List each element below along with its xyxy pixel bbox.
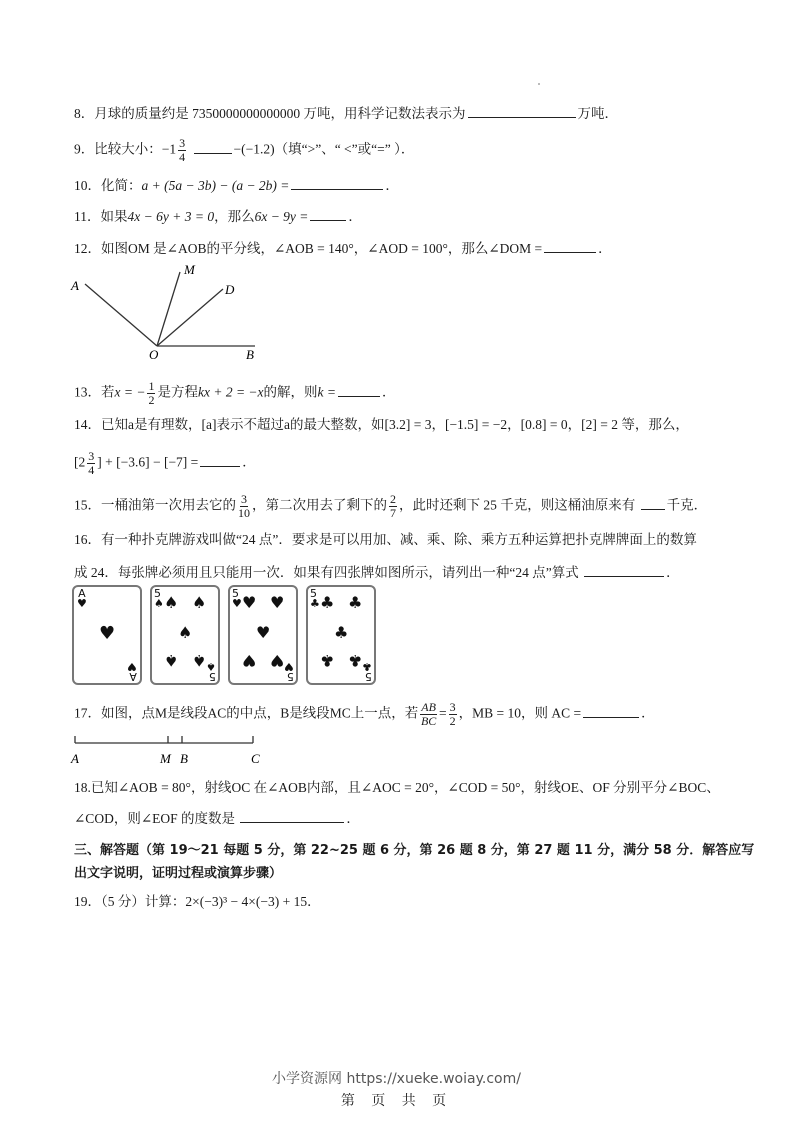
q13-text: 若 [101,384,115,400]
q13-x-value: x = − [114,384,146,400]
q17-f1-den: BC [420,714,437,728]
question-15 [74,493,707,520]
q17-end: ． [641,705,655,721]
heart-icon: ♥ [270,651,285,670]
ray-OA [85,284,157,346]
q15-answer-blank[interactable] [641,495,665,510]
question-10 [74,175,399,196]
q10-answer-blank[interactable] [291,175,383,190]
spade-icon: ♠ [192,593,207,612]
q18-text: 已知∠AOB = 80°，射线OC 在∠AOB内部，且∠AOC = 20°，∠COD = 50°，射线OE、OF 分别平分∠BOC、 [90,780,720,795]
q18-number: 18. [74,780,91,795]
q11-equation: 4x − 6y + 3 = 0 [127,209,215,224]
q10-text: 化简： [101,178,142,193]
question-8 [74,103,618,124]
club-icon: ♣ [320,593,335,612]
q17-f1-num: AB [421,700,436,714]
q17-equals: = [438,705,447,721]
section-3-heading: 三、解答题（第 19～21 每题 5 分，第 22~25 题 6 分，第 26 题 8 分，第 27 题 11 分，满分 58 分．解答应写 [74,843,755,858]
q19-expression: 2×(−3)³ − 4×(−3) + 15． [185,894,321,909]
question-17 [74,701,655,728]
segment-figure [66,733,276,767]
card-rank: A [129,670,137,683]
question-16-line2 [74,562,680,583]
q13-frac-den: 2 [148,393,155,407]
q14-floor-open: [2 [74,454,86,470]
question-16 [74,530,697,550]
card-corner-top [154,589,164,609]
card-corner-top [77,589,87,609]
angle-figure [60,260,300,370]
q12-answer-blank[interactable] [544,238,596,253]
q11-end: ． [348,209,362,224]
q17-answer-blank[interactable] [583,703,639,718]
q12-number: 12． [74,241,101,256]
heart-icon: ♥ [256,623,271,642]
club-icon: ♣ [320,651,335,670]
q14-text: 已知a是有理数，[a]表示不超过a的最大整数，如[3.2] = 3，[−1.5] = −2，[0.8] = 0，[2] = 2 等，那么， [101,417,689,432]
q15-f1-num: 3 [241,492,247,506]
heart-icon: ♥ [270,593,285,612]
label-O: O [149,347,159,362]
card-corner-bottom [284,661,294,681]
q16-text: 有一种扑克牌游戏叫做“24 点”．要求是可以用加、减、乘、除、乘方五种运算把扑克牌牌面上的数算 [101,532,697,547]
card-rank: 5 [287,670,294,683]
q11-expression: 6x − 9y = [254,209,309,224]
q18-text2: ∠COD，则∠EOF 的度数是 [74,811,236,826]
q13-frac-num: 1 [148,379,155,393]
spade-icon: ♠ [206,660,216,673]
q18-end: ． [346,811,360,826]
card-rank: 5 [365,670,372,683]
q17-text3: ，MB = 10，则 AC = [458,705,582,721]
page-number: 第 页 共 页 [340,1093,453,1109]
q9-fraction [178,137,186,164]
question-14-line2 [74,450,256,477]
q14-frac-den: 4 [88,463,95,477]
section-3-instructions: 出文字说明，证明过程或演算步骤） [74,866,283,881]
q14-fraction [87,450,95,477]
q15-text: 一桶油第一次用去它的 [101,497,236,513]
label-B: B [180,751,188,766]
q11-text2: ，那么 [214,209,255,224]
label-D: D [225,282,235,297]
q14-expression: ] + [−3.6] − [−7] = [97,454,199,470]
ray-OM [157,272,180,346]
label-M: M [184,262,195,277]
card-corner-bottom [362,661,372,681]
q9-whole: −1 [161,141,177,157]
q10-end: ． [385,178,399,193]
card-rank: 5 [209,670,216,683]
q12-text: 如图OM 是∠AOB的平分线，∠AOB = 140°，∠AOD = 100°，那么∠DOM = [101,241,543,256]
heart-icon: ♥ [284,660,294,673]
q17-number: 17． [74,705,101,721]
spade-icon: ♠ [164,593,179,612]
q14-number: 14． [74,417,101,432]
q15-fraction-2 [389,493,397,520]
q17-fraction-ratio [449,701,457,728]
q15-f1-den: 10 [238,506,250,520]
q13-number: 13． [74,384,101,400]
spade-icon: ♠ [154,597,164,610]
scan-speck [538,83,540,85]
question-12 [74,238,612,259]
card-rank: 5 [232,587,239,600]
q13-k: k = [317,384,337,400]
q19-text: （5 分）计算： [101,894,186,909]
heart-icon: ♥ [242,651,257,670]
q13-fraction [147,380,155,407]
q14-answer-blank[interactable] [200,452,240,467]
q14-end: ． [242,454,256,470]
club-icon: ♣ [348,651,363,670]
q8-text: 月球的质量约是 7350000000000000 万吨，用科学记数法表示为 [94,106,466,121]
club-icon: ♣ [334,623,349,642]
q13-equation: kx + 2 = −x [197,384,264,400]
q8-unit: 万吨． [577,106,618,121]
card-corner-top [232,589,242,609]
heart-icon: ♥ [242,593,257,612]
q9-answer-blank[interactable] [194,139,232,154]
q18-answer-blank[interactable] [240,808,344,823]
heart-icon: ♥ [99,623,116,644]
q11-number: 11． [74,209,101,224]
card-corner-top [310,589,320,609]
q12-end: ． [598,241,612,256]
q16-end: ． [666,565,680,580]
card-rank: 5 [310,587,317,600]
card-corner-bottom [127,661,137,681]
q17-text: 如图，点M是线段AC的中点，B是线段MC上一点，若 [101,705,419,721]
playing-cards [72,585,376,685]
spade-icon: ♠ [178,623,193,642]
q9-frac-den: 4 [179,150,186,164]
q17-f2-num: 3 [449,700,456,714]
club-icon: ♣ [310,597,320,610]
ray-OD [157,289,223,346]
card-ace-hearts [72,585,142,685]
q19-number: 19． [74,894,101,909]
q9-text: 比较大小： [94,141,162,157]
card-corner-bottom [206,661,216,681]
question-18 [74,778,720,798]
spade-icon: ♠ [164,651,179,670]
label-A: A [71,751,79,766]
q8-answer-blank[interactable] [468,103,576,118]
q15-fraction-1 [238,493,250,520]
heart-icon: ♥ [232,597,242,610]
q15-f2-num: 2 [390,492,396,506]
q13-answer-blank[interactable] [338,382,380,397]
club-icon: ♣ [348,593,363,612]
question-13 [74,380,396,407]
label-C: C [251,751,260,766]
q17-fraction-ab-bc [420,701,437,728]
q13-text3: 的解，则 [263,384,318,400]
label-A: A [71,278,79,293]
card-five-clubs [306,585,376,685]
q9-compare: −(−1.2)（填“>”、“ <”或“=” ）． [233,141,415,157]
heart-icon: ♥ [127,660,137,673]
q9-number: 9． [74,141,95,157]
q11-text: 如果 [100,209,128,224]
q13-text2: 是方程 [157,384,198,400]
q15-text2: ，第二次用去了剩下的 [252,497,387,513]
q16-number: 16． [74,532,101,547]
label-M: M [160,751,171,766]
q10-number: 10． [74,178,101,193]
q15-text3: ，此时还剩下 25 千克，则这桶油原来有 [399,497,636,513]
q14-frac-num: 3 [88,449,95,463]
card-rank: 5 [154,587,161,600]
card-five-hearts [228,585,298,685]
site-watermark: 小学资源网 https://xueke.woiay.com/ [272,1071,521,1087]
q8-number: 8． [74,106,95,121]
question-18-line2 [74,808,360,829]
card-rank: A [78,587,86,600]
q16-text2: 成 24．每张牌必须用且只能用一次．如果有四张牌如图所示，请列出一种“24 点”算式 [74,565,579,580]
question-19 [74,892,321,912]
q15-unit: 千克． [666,497,708,513]
q11-answer-blank[interactable] [310,206,346,221]
q13-end: ． [382,384,396,400]
spade-icon: ♠ [192,651,207,670]
heart-icon: ♥ [77,597,87,610]
question-9 [74,137,414,164]
q17-f2-den: 2 [449,714,456,728]
q15-f2-den: 7 [390,506,396,520]
q16-answer-blank[interactable] [584,562,664,577]
label-B: B [246,347,254,362]
question-14 [74,415,689,435]
q15-number: 15． [74,497,101,513]
club-icon: ♣ [362,660,372,673]
q9-frac-num: 3 [179,136,186,150]
question-11 [74,206,362,227]
q10-expression: a + (5a − 3b) − (a − 2b) = [141,178,290,193]
card-five-spades [150,585,220,685]
